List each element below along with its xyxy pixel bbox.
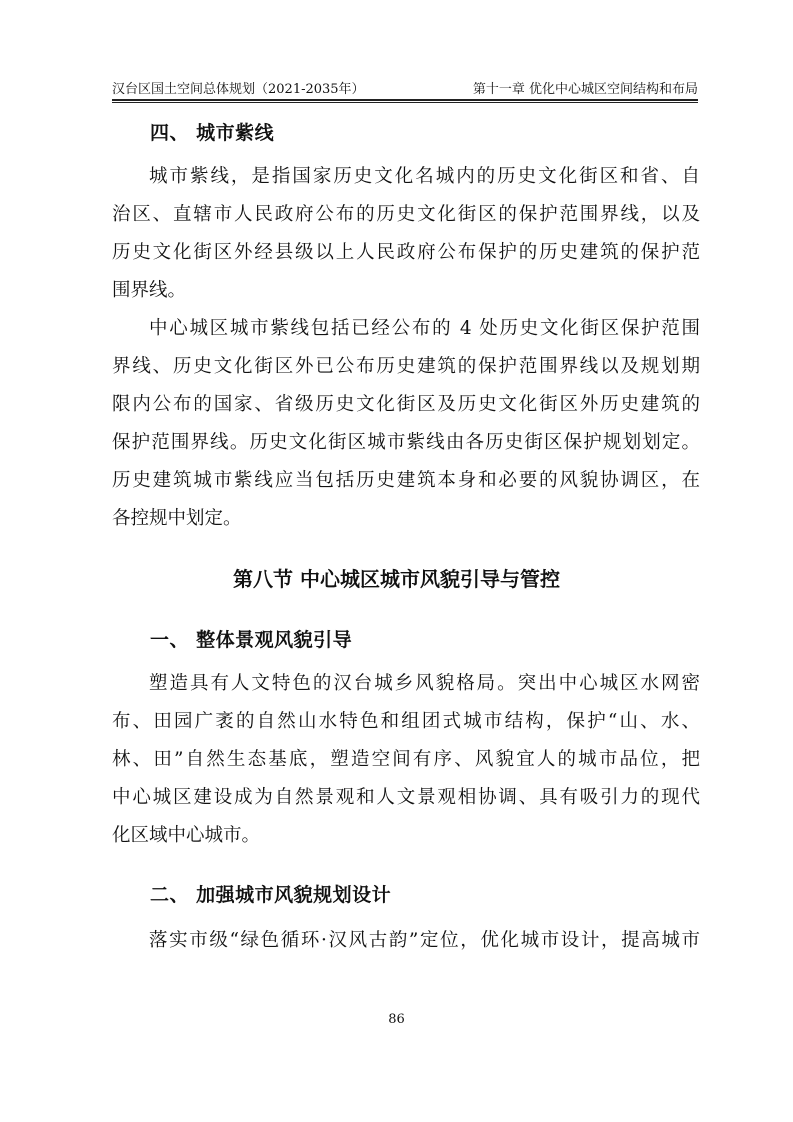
text-line: 塑造具有人文特色的汉台城乡风貌格局。突出中心城区水网密: [149, 673, 700, 694]
header-document-title: 汉台区国土空间总体规划（2021-2035年）: [112, 82, 365, 97]
section-title: 第八节 中心城区城市风貌引导与管控: [233, 567, 560, 591]
page-number: 86: [388, 1012, 405, 1027]
running-header: [112, 78, 698, 100]
section-heading-purple-line: 四、 城市紫线: [150, 122, 275, 144]
text-line: 界线、历史文化街区外已公布历史建筑的保护范围界线以及规划期: [112, 356, 700, 377]
text-line: 化区域中心城市。: [112, 825, 261, 846]
header-chapter-title: 第十一章 优化中心城区空间结构和布局: [472, 82, 698, 97]
header-rule-thin: [112, 102, 698, 103]
text-line: 历史文化街区外经县级以上人民政府公布保护的历史建筑的保护范: [112, 242, 700, 263]
text-line: 中心城区城市紫线包括已经公布的 4 处历史文化街区保护范围: [149, 318, 700, 339]
subsection-heading-landscape: 一、 整体景观风貌引导: [150, 629, 353, 651]
text-line: 围界线。: [112, 280, 187, 301]
text-line: 林、田”自然生态基底，塑造空间有序、风貌宜人的城市品位，把: [112, 749, 700, 770]
text-line: 城市紫线，是指国家历史文化名城内的历史文化街区和省、自: [149, 166, 700, 187]
text-line: 落实市级“绿色循环·汉风古韵”定位，优化城市设计，提高城市: [149, 930, 700, 951]
text-line: 治区、直辖市人民政府公布的历史文化街区的保护范围界线，以及: [112, 204, 700, 225]
text-line: 保护范围界线。历史文化街区城市紫线由各历史街区保护规划划定。: [112, 432, 700, 453]
text-line: 各控规中划定。: [112, 508, 242, 529]
subsection-heading-design: 二、 加强城市风貌规划设计: [150, 884, 392, 906]
text-line: 布、田园广袤的自然山水特色和组团式城市结构，保护“山、水、: [112, 711, 700, 732]
text-line: 中心城区建设成为自然景观和人文景观相协调、具有吸引力的现代: [112, 787, 700, 808]
text-line: 历史建筑城市紫线应当包括历史建筑本身和必要的风貌协调区，在: [112, 470, 700, 491]
text-line: 限内公布的国家、省级历史文化街区及历史文化街区外历史建筑的: [112, 394, 700, 415]
header-rule-thick: [112, 99, 698, 101]
